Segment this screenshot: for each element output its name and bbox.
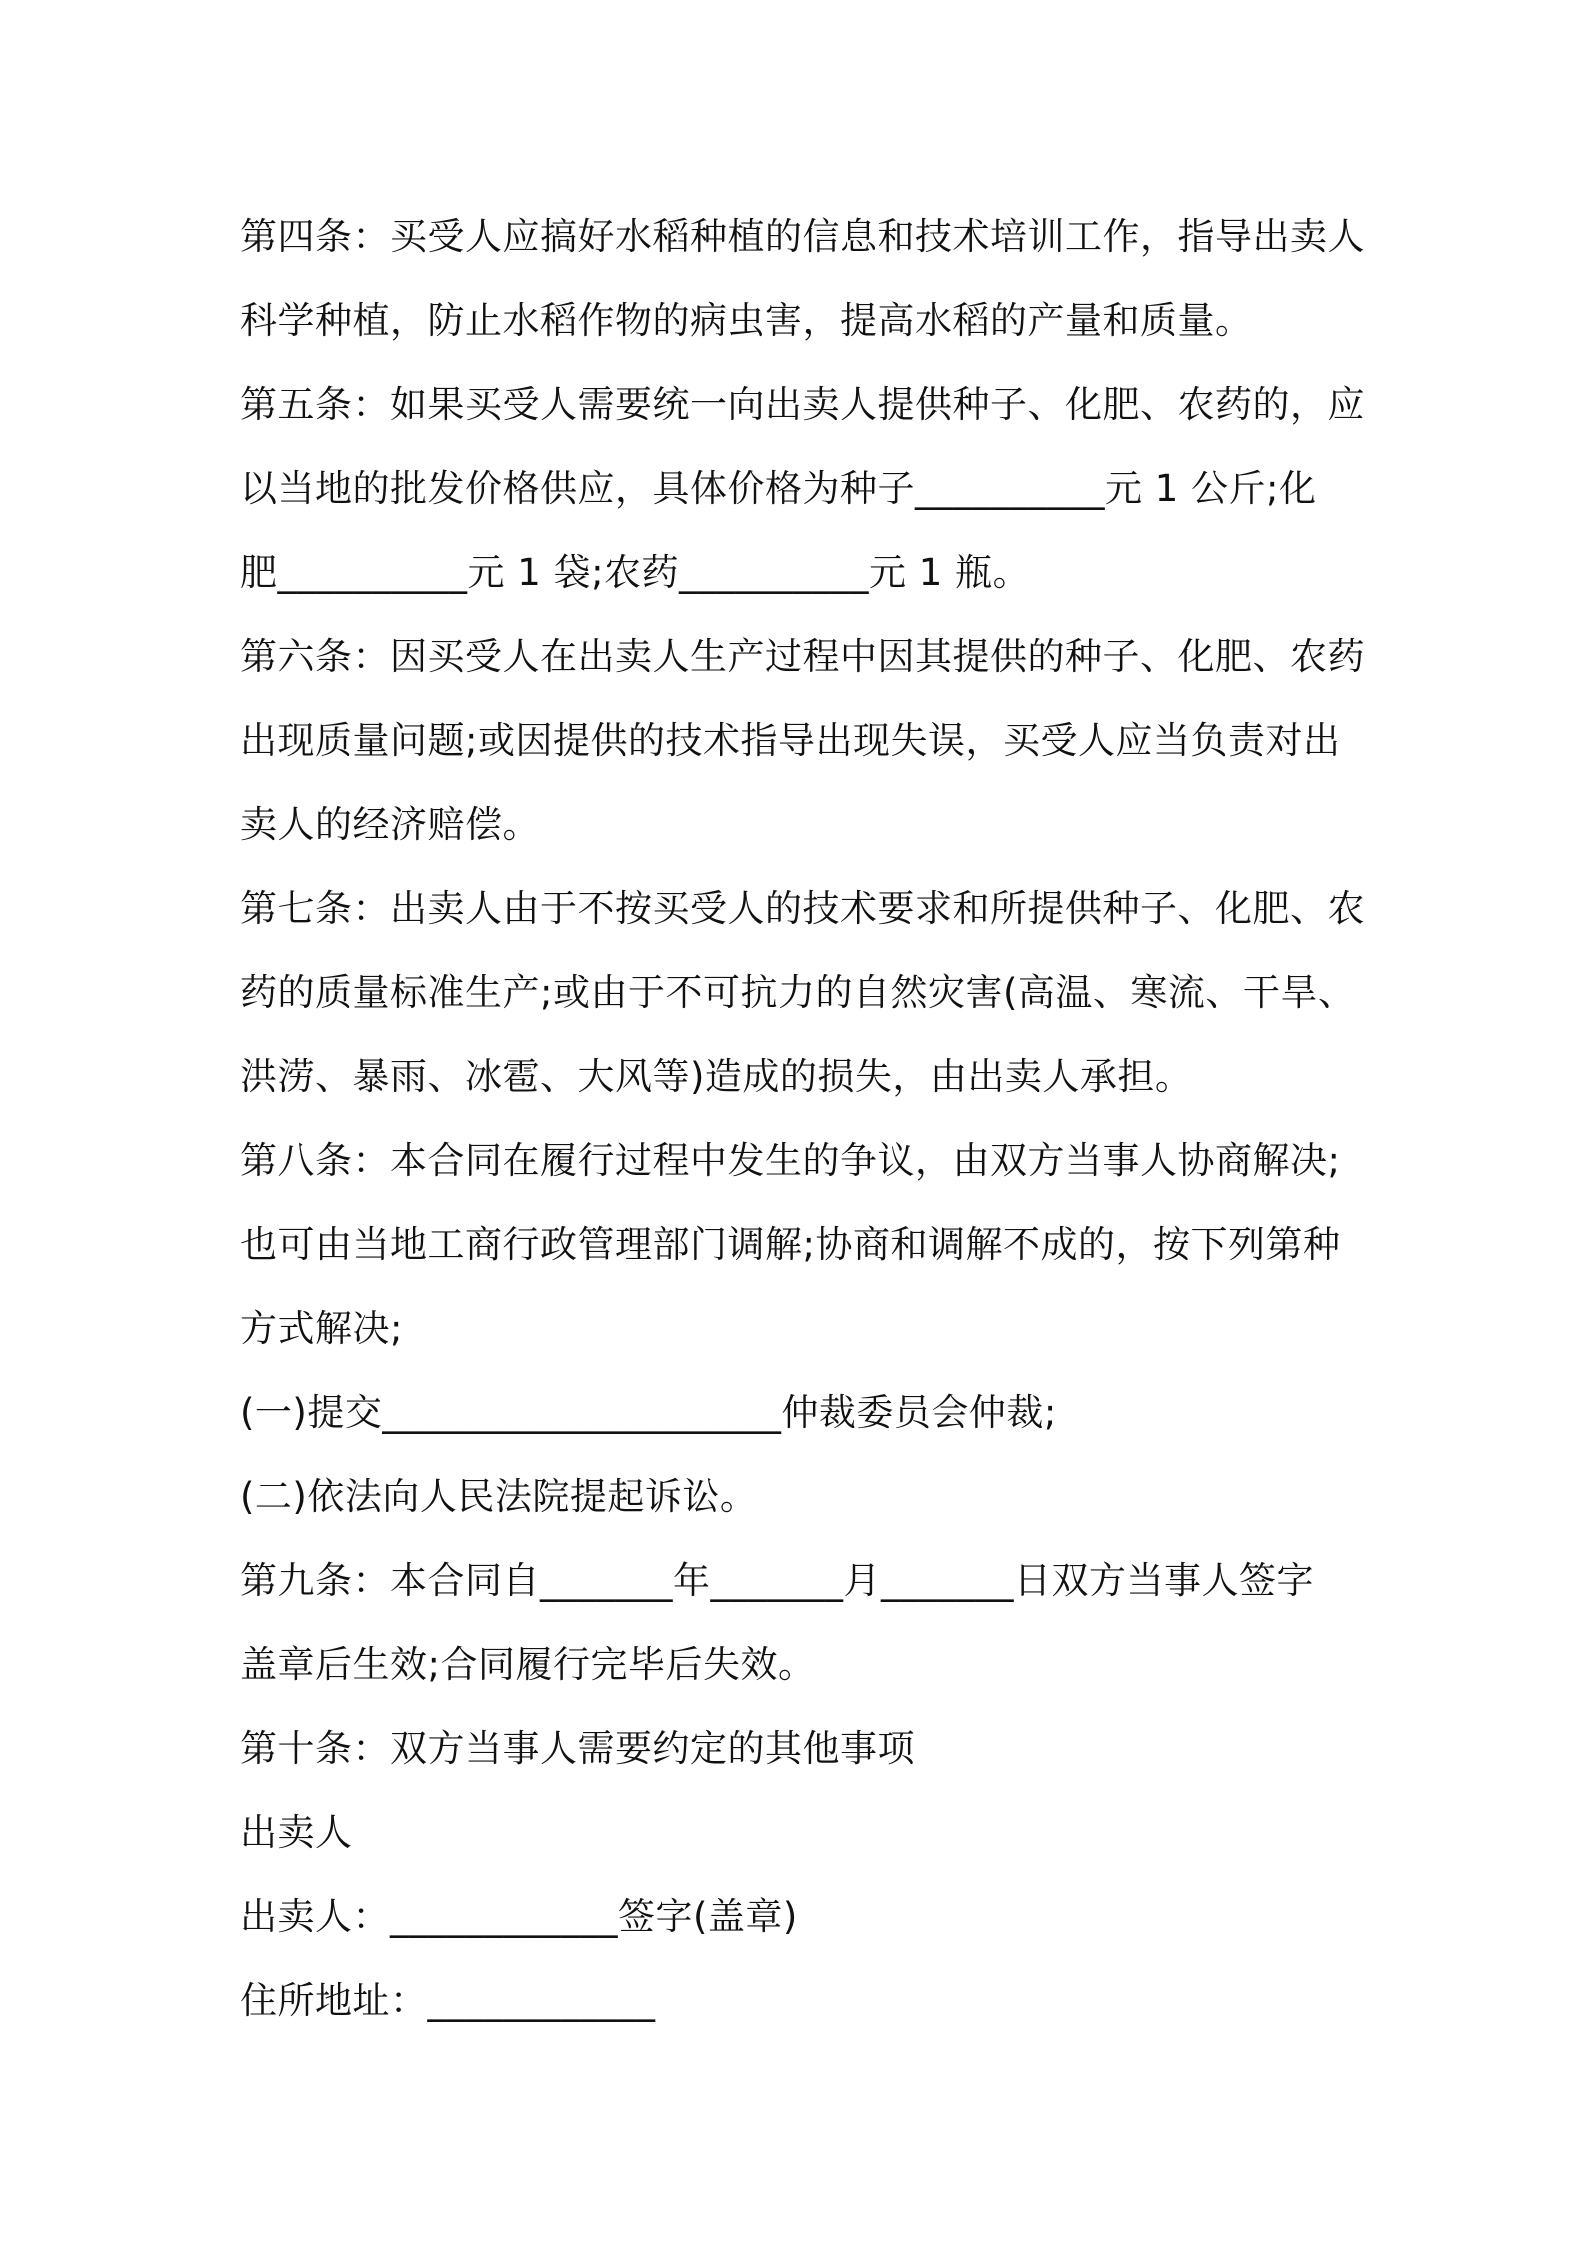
- article-10-line: 第十条：双方当事人需要约定的其他事项: [240, 1727, 915, 1770]
- article-8-line-3: 方式解决;: [240, 1307, 403, 1350]
- article-8-line-1: 第八条：本合同在履行过程中发生的争议，由双方当事人协商解决;: [240, 1139, 1341, 1182]
- article-6-line-2: 出现质量问题;或因提供的技术指导出现失误，买受人应当负责对出: [240, 719, 1341, 762]
- article-7-line-1: 第七条：出卖人由于不按买受人的技术要求和所提供种子、化肥、农: [240, 887, 1365, 930]
- article-9-line-2: 盖章后生效;合同履行完毕后失效。: [240, 1643, 816, 1686]
- article-6-line-1: 第六条：因买受人在出卖人生产过程中因其提供的种子、化肥、农药: [240, 635, 1365, 678]
- article-4-line-2: 科学种植，防止水稻作物的病虫害，提高水稻的产量和质量。: [240, 299, 1253, 342]
- seller-address-line: 住所地址：____________: [240, 1979, 656, 2022]
- contract-text: [240, 195, 1365, 2043]
- article-9-line-1: 第九条：本合同自_______年_______月_______日双方当事人签字: [240, 1559, 1314, 1602]
- article-8-option-2: (二)依法向人民法院提起诉讼。: [240, 1475, 758, 1518]
- article-7-line-2: 药的质量标准生产;或由于不可抗力的自然灾害(高温、寒流、干旱、: [240, 971, 1356, 1014]
- article-8-line-2: 也可由当地工商行政管理部门调解;协商和调解不成的，按下列第种: [240, 1223, 1341, 1266]
- article-4-line-1: 第四条：买受人应搞好水稻种植的信息和技术培训工作，指导出卖人: [240, 215, 1365, 258]
- article-5-line-2: 以当地的批发价格供应，具体价格为种子__________元 1 公斤;化: [240, 467, 1317, 510]
- seller-signature-line: 出卖人：____________签字(盖章): [240, 1895, 798, 1938]
- article-6-line-3: 卖人的经济赔偿。: [240, 803, 540, 846]
- seller-heading: 出卖人: [240, 1811, 353, 1854]
- article-8-option-1: (一)提交_____________________仲裁委员会仲裁;: [240, 1391, 1057, 1434]
- article-5-line-1: 第五条：如果买受人需要统一向出卖人提供种子、化肥、农药的，应: [240, 383, 1365, 426]
- article-7-line-3: 洪涝、暴雨、冰雹、大风等)造成的损失，由出卖人承担。: [240, 1055, 1193, 1098]
- article-5-line-3: 肥__________元 1 袋;农药__________元 1 瓶。: [240, 551, 1031, 594]
